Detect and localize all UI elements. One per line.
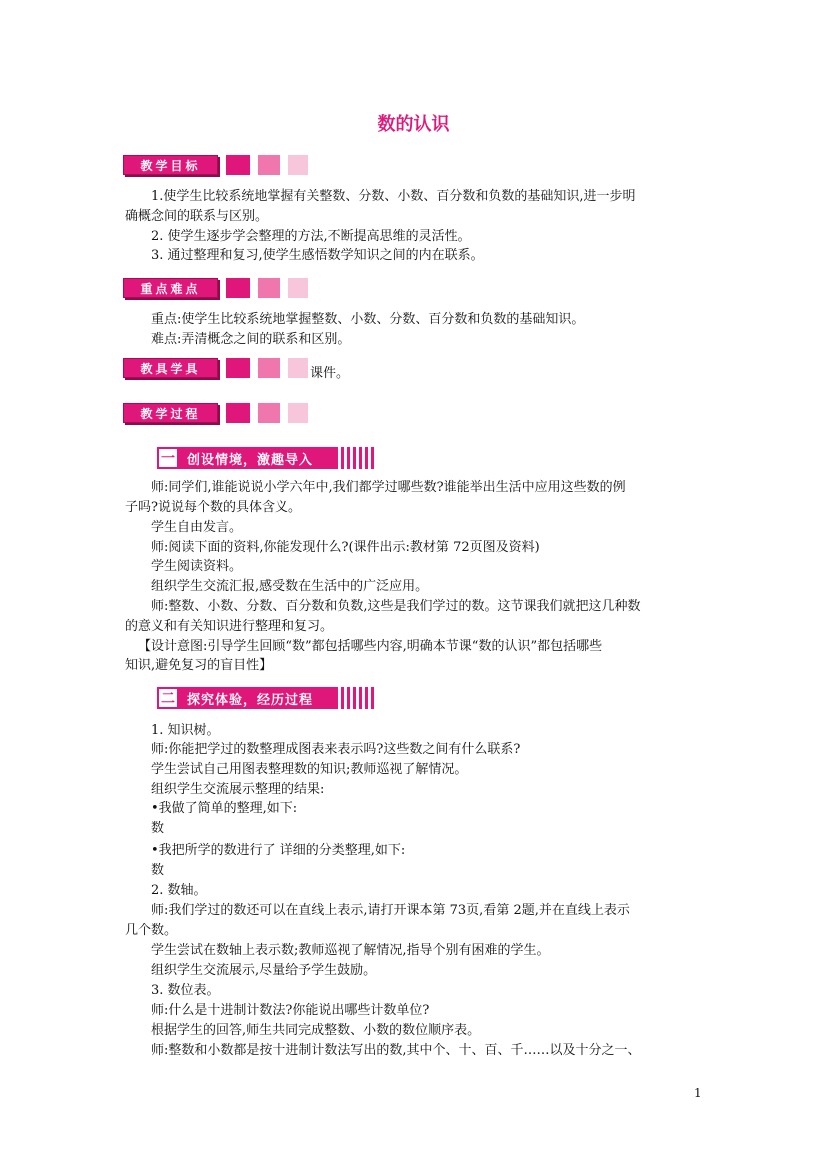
section-tag: 教具学具	[123, 358, 218, 378]
paragraph: 子吗?说说每个数的具体含义。	[125, 500, 301, 515]
decor-square	[226, 403, 250, 423]
paragraph: 几个数。	[125, 923, 178, 938]
section-header-key-points	[123, 277, 308, 299]
paragraph: 3. 通过整理和复习,使学生感悟数学知识之间的内在联系。	[151, 248, 484, 263]
paragraph: 师:同学们,谁能说说小学六年中,我们都学过哪些数?谁能举出生活中应用这些数的例	[151, 480, 626, 495]
phase-stripes-decor	[335, 447, 375, 469]
paragraph: 1. 知识树。	[151, 723, 220, 738]
paragraph: 根据学生的回答,师生共同完成整数、小数的数位顺序表。	[151, 1023, 481, 1038]
paragraph: 学生尝试在数轴上表示数;教师巡视了解情况,指导个别有困难的学生。	[151, 943, 550, 958]
phase-label: 创设情境，激趣导入	[179, 447, 335, 469]
paragraph: 难点:弄清概念之间的联系和区别。	[151, 332, 351, 347]
phase-number: 一	[157, 447, 179, 469]
decor-square	[288, 155, 308, 175]
phase-header-1	[157, 447, 375, 469]
paragraph: 学生阅读资料。	[151, 559, 243, 574]
paragraph: •我把所学的数进行了 详细的分类整理,如下:	[151, 843, 406, 858]
section-header-goals	[123, 154, 308, 176]
decor-square	[226, 278, 250, 298]
decor-square	[258, 278, 280, 298]
paragraph: 3. 数位表。	[151, 983, 220, 998]
page-number: 1	[694, 1086, 702, 1100]
paragraph: 的意义和有关知识进行整理和复习。	[125, 619, 334, 634]
paragraph: 师:整数和小数都是按十进制计数法写出的数,其中个、十、百、千……以及十分之一、	[151, 1043, 641, 1058]
paragraph: 组织学生交流汇报,感受数在生活中的广泛应用。	[151, 579, 429, 594]
paragraph: 学生尝试自己用图表整理数的知识;教师巡视了解情况。	[151, 762, 468, 777]
paragraph: 师:整数、小数、分数、百分数和负数,这些是我们学过的数。这节课我们就把这几种数	[151, 599, 641, 614]
paragraph: 2. 使学生逐步学会整理的方法,不断提高思维的灵活性。	[151, 229, 471, 244]
paragraph: 师:阅读下面的资料,你能发现什么?(课件出示:教材第 72页图及资料)	[151, 540, 540, 555]
paragraph: 组织学生交流展示整理的结果:	[151, 782, 325, 797]
phase-number: 二	[157, 687, 179, 709]
paragraph: 1.使学生比较系统地掌握有关整数、分数、小数、百分数和负数的基础知识,进一步明	[151, 189, 636, 204]
section-header-process	[123, 402, 308, 424]
section-tag: 重点难点	[123, 278, 218, 298]
paragraph: 确概念间的联系与区别。	[125, 209, 269, 224]
section-tag: 教学过程	[123, 403, 218, 423]
paragraph: 师:我们学过的数还可以在直线上表示,请打开课本第 73页,看第 2题,并在直线上表示	[151, 903, 630, 918]
phase-label: 探究体验，经历过程	[179, 687, 335, 709]
decor-square	[288, 358, 308, 378]
phase-stripes-decor	[335, 687, 375, 709]
decor-square	[288, 403, 308, 423]
decor-square	[258, 155, 280, 175]
decor-square	[226, 155, 250, 175]
paragraph: 重点:使学生比较系统地掌握整数、小数、分数、百分数和负数的基础知识。	[151, 312, 585, 327]
decor-square	[258, 358, 280, 378]
phase-header-2	[157, 687, 375, 709]
design-intent-note: 【设计意图:引导学生回顾“数”都包括哪些内容,明确本节课“数的认识”都包括哪些	[138, 639, 603, 654]
decor-square	[226, 358, 250, 378]
tools-text: 课件。	[310, 365, 350, 381]
paragraph: 师:什么是十进制计数法?你能说出哪些计数单位?	[151, 1003, 430, 1018]
paragraph: 数	[151, 863, 165, 878]
paragraph: 组织学生交流展示,尽量给予学生鼓励。	[151, 963, 377, 978]
page-title: 数的认识	[377, 114, 450, 135]
section-header-tools	[123, 357, 349, 379]
paragraph: 学生自由发言。	[151, 520, 243, 535]
paragraph: 数	[151, 821, 165, 836]
decor-square	[288, 278, 308, 298]
section-tag: 教学目标	[123, 155, 218, 175]
paragraph: 师:你能把学过的数整理成图表来表示吗?这些数之间有什么联系?	[151, 742, 521, 757]
decor-square	[258, 403, 280, 423]
paragraph: 2. 数轴。	[151, 883, 207, 898]
design-intent-note: 知识,避免复习的盲目性】	[125, 658, 273, 673]
paragraph: •我做了简单的整理,如下:	[151, 801, 298, 816]
